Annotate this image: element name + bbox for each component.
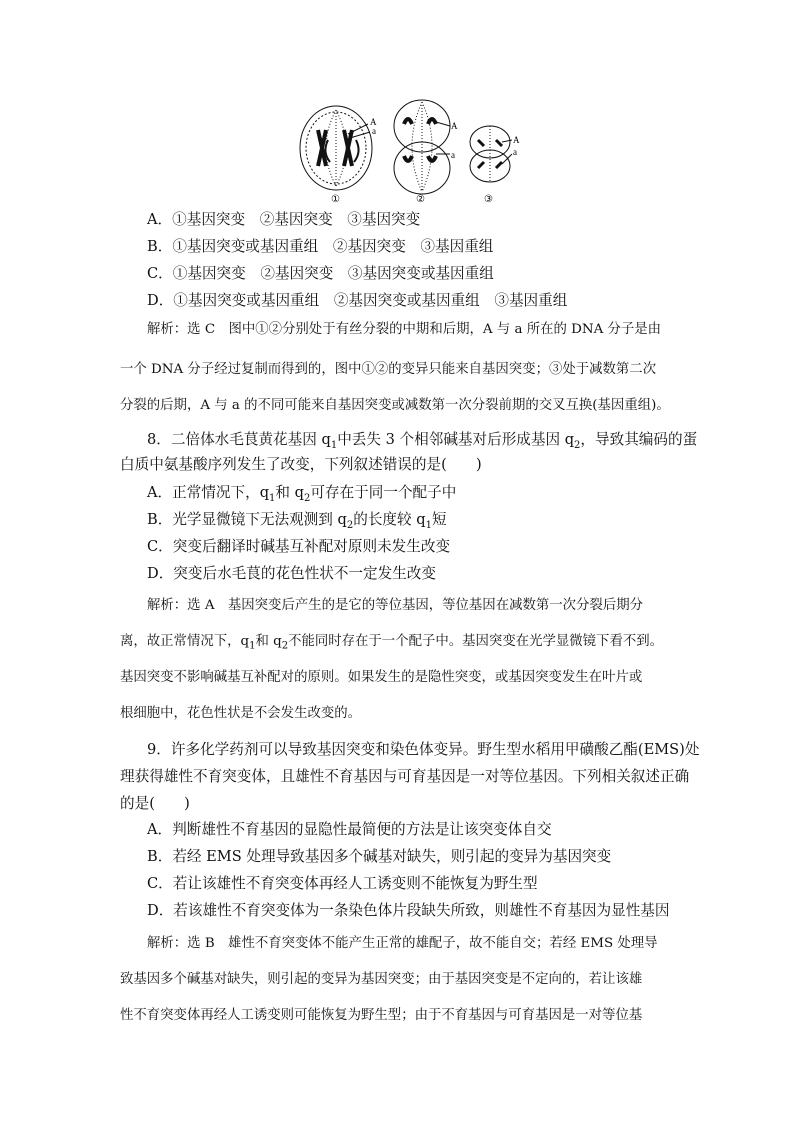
cell-2-label: ② <box>416 194 425 205</box>
cell-3-label: ③ <box>484 194 493 205</box>
q8-explanation-line-4: 根细胞中，花色性状是不会发生改变的。 <box>120 706 362 721</box>
q8-explanation-line-3: 基因突变不影响碱基互补配对的原则。如果发生的是隐性突变，或基因突变发生在叶片或 <box>120 670 643 685</box>
q8-explanation-line-1: 解析：选 A 基因突变后产生的是它的等位基因，等位基因在减数第一次分裂后期分 <box>147 598 643 613</box>
q9-option-d: D．若该雄性不育突变体为一条染色体片段缺失所致，则雄性不育基因为显性基因 <box>147 902 670 919</box>
q7-explanation-line-2: 一个 DNA 分子经过复制而得到的，图中①②的变异只能来自基因突变；③处于减数第二次 <box>120 362 657 377</box>
allele-A-label-2: A <box>451 121 458 131</box>
q7-explanation-line-3: 分裂的后期，A 与 a 的不同可能来自基因突变或减数第一次分裂前期的交叉互换(基因重组)。 <box>120 398 670 413</box>
q9-option-c: C．若让该雄性不育突变体再经人工诱变则不能恢复为野生型 <box>147 875 538 892</box>
q7-option-a: A．①基因突变 ②基因突变 ③基因突变 <box>147 211 421 228</box>
cell-1-diagram <box>300 106 372 190</box>
q7-option-d: D．①基因突变或基因重组 ②基因突变或基因重组 ③基因重组 <box>147 292 568 309</box>
q7-explanation-line-1: 解析：选 C 图中①②分别处于有丝分裂的中期和后期，A 与 a 所在的 DNA 分子是由 <box>147 322 662 337</box>
allele-A-label-1: A <box>370 117 377 127</box>
q9-stem-line-3: 的是( ) <box>120 795 190 812</box>
q8-option-b: B．光学显微镜下无法观测到 $q_2$的长度较 $q_1$短 <box>147 511 447 531</box>
q9-stem-line-2: 理获得雄性不育突变体，且雄性不育基因与可育基因是一对等位基因。下列相关叙述正确 <box>120 768 690 785</box>
q9-option-a: A．判断雄性不育基因的显隐性最简便的方法是让该突变体自交 <box>147 821 552 838</box>
cell-3-diagram <box>470 126 512 182</box>
q9-explanation-line-1: 解析：选 B 雄性不育突变体不能产生正常的雄配子，故不能自交；若经 EMS 处理导 <box>147 936 658 951</box>
q8-option-d: D．突变后水毛茛的花色性状不一定发生改变 <box>147 565 436 582</box>
q8-stem-line-2: 白质中氨基酸序列发生了改变，下列叙述错误的是( ) <box>120 456 482 473</box>
q7-option-c: C．①基因突变 ②基因突变 ③基因突变或基因重组 <box>147 265 494 282</box>
q7-option-b: B．①基因突变或基因重组 ②基因突变 ③基因重组 <box>147 238 494 255</box>
q9-option-b: B．若经 EMS 处理导致基因多个碱基对缺失，则引起的变异为基因突变 <box>147 848 612 865</box>
cell-2-diagram <box>394 100 450 194</box>
cell-division-figure <box>296 96 528 206</box>
q9-stem-line-1: 9．许多化学药剂可以导致基因突变和染色体变异。野生型水稻用甲磺酸乙酯(EMS)处 <box>147 741 700 758</box>
q8-stem-line-1: 8．二倍体水毛茛黄花基因 $q_1$中丢失 3 个相邻碱基对后形成基因 $q_2$，导致其编码的蛋 <box>147 431 698 451</box>
q9-explanation-line-2: 致基因多个碱基对缺失，则引起的变异为基因突变；由于基因突变是不定向的，若让该雄 <box>120 972 643 987</box>
allele-a-label-1: a <box>372 126 376 136</box>
q9-explanation-line-3: 性不育突变体再经人工诱变则可能恢复为野生型；由于不育基因与可育基因是一对等位基 <box>120 1008 643 1023</box>
q8-explanation-line-2: 离，故正常情况下，$q_1$和 $q_2$不能同时存在于一个配子中。基因突变在光学显微镜下看不到。 <box>120 634 664 652</box>
allele-a-label-3: a <box>513 147 517 157</box>
allele-A-label-3: A <box>513 135 520 145</box>
q8-option-a: A．正常情况下，$q_1$和 $q_2$可存在于同一个配子中 <box>147 484 457 504</box>
cell-1-label: ① <box>331 194 340 205</box>
allele-a-label-2: a <box>451 150 455 160</box>
q8-option-c: C．突变后翻译时碱基互补配对原则未发生改变 <box>147 538 451 555</box>
